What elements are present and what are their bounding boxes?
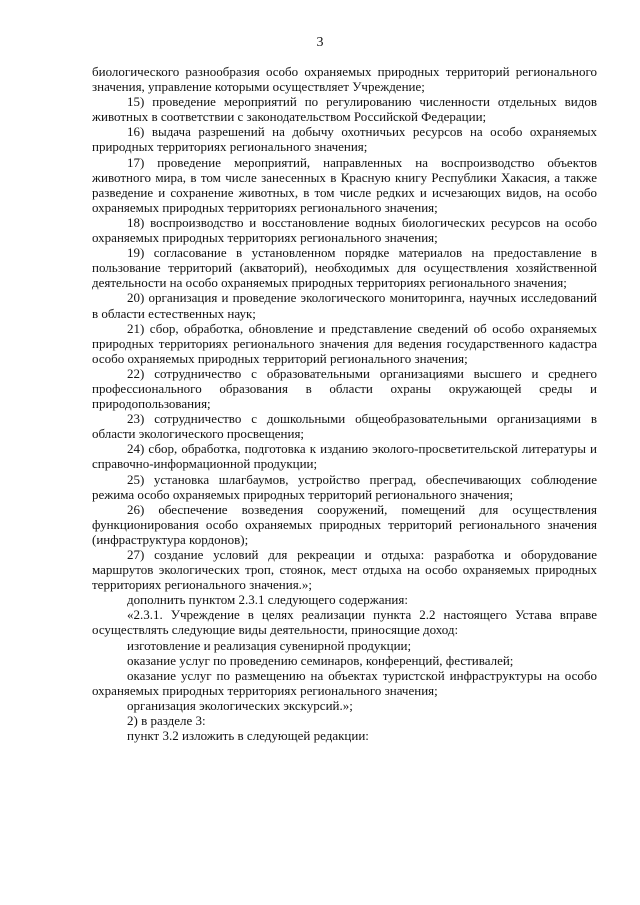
paragraph-continuation: биологического разнообразия особо охраняемых природных территорий регионального значения, управление которыми осуществляет Учреждение;: [92, 64, 597, 95]
page-number: 3: [316, 35, 324, 50]
paragraph-item-21: 21) сбор, обработка, обновление и представление сведений об особо охраняемых природных территориях регионального значения для ведения государственного кадастра особо охраняемых природных территорий регионального значения;: [92, 320, 597, 366]
paragraph-item-19: 19) согласование в установленном порядке материалов на предоставление в пользование территорий (акваторий), необходимых для осуществления хозяйственной деятельности на особо охраняемых природных территориях регионального значения;: [92, 245, 597, 291]
paragraph-item-17: 17) проведение мероприятий, направленных на воспроизводство объектов животного мира, в том числе занесенных в Красную книгу Республики Хакасия, а также разведение и сохранение животных, в том числе редких и исчезающих видов, на особо охраняемых природных территориях регионального значения;: [92, 154, 597, 215]
paragraph-item-27: 27) создание условий для рекреации и отдыха: разработка и оборудование маршрутов экологических троп, стоянок, мест отдыха на особо охраняемых природных территориях регионального значения.»;: [92, 547, 597, 593]
paragraph-income-activity-4: организация экологических экскурсий.»;: [127, 697, 353, 713]
paragraph-amendment-intro: дополнить пунктом 2.3.1 следующего содержания:: [127, 592, 408, 608]
paragraph-item-18: 18) воспроизводство и восстановление водных биологических ресурсов на особо охраняемых природных территориях регионального значения;: [92, 214, 597, 246]
paragraph-income-activity-3: оказание услуг по размещению на объектах туристской инфраструктуры на особо охраняемых природных территориях регионального значения;: [92, 667, 597, 698]
paragraph-item-15: 15) проведение мероприятий по регулированию численности отдельных видов животных в соответствии с законодательством Российской Федерации;: [92, 94, 597, 125]
paragraph-item-23: 23) сотрудничество с дошкольными общеобразовательными организациями в области экологического просвещения;: [92, 411, 597, 442]
paragraph-item-24: 24) сбор, обработка, подготовка к изданию эколого-просветительской литературы и справочно-информационной продукции;: [92, 441, 597, 472]
paragraph-item-25: 25) установка шлагбаумов, устройство преград, обеспечивающих соблюдение режима особо охраняемых природных территорий регионального значения;: [92, 471, 597, 502]
paragraph-item-16: 16) выдача разрешений на добычу охотничьих ресурсов на особо охраняемых природных территориях регионального значения;: [92, 124, 597, 155]
paragraph-clause-2-3-1: «2.3.1. Учреждение в целях реализации пункта 2.2 настоящего Устава вправе осуществлять следующие виды деятельности, приносящие доход:: [92, 607, 597, 638]
paragraph-item-22: 22) сотрудничество с образовательными организациями высшего и среднего профессионального образования в области охраны окружающей среды и природопользования;: [92, 365, 597, 412]
paragraph-clause-3-2: пункт 3.2 изложить в следующей редакции:: [127, 728, 369, 744]
paragraph-item-20: 20) организация и проведение экологического мониторинга, научных исследований в области естественных наук;: [92, 290, 597, 321]
paragraph-item-26: 26) обеспечение возведения сооружений, помещений для осуществления функционирования особо охраняемых природных территорий регионального значения (инфраструктура кордонов);: [92, 501, 597, 547]
paragraph-income-activity-2: оказание услуг по проведению семинаров, конференций, фестивалей;: [127, 652, 514, 668]
document-body: [92, 64, 597, 743]
paragraph-income-activity-1: изготовление и реализация сувенирной продукции;: [127, 637, 412, 653]
paragraph-section-3: 2) в разделе 3:: [127, 713, 206, 729]
